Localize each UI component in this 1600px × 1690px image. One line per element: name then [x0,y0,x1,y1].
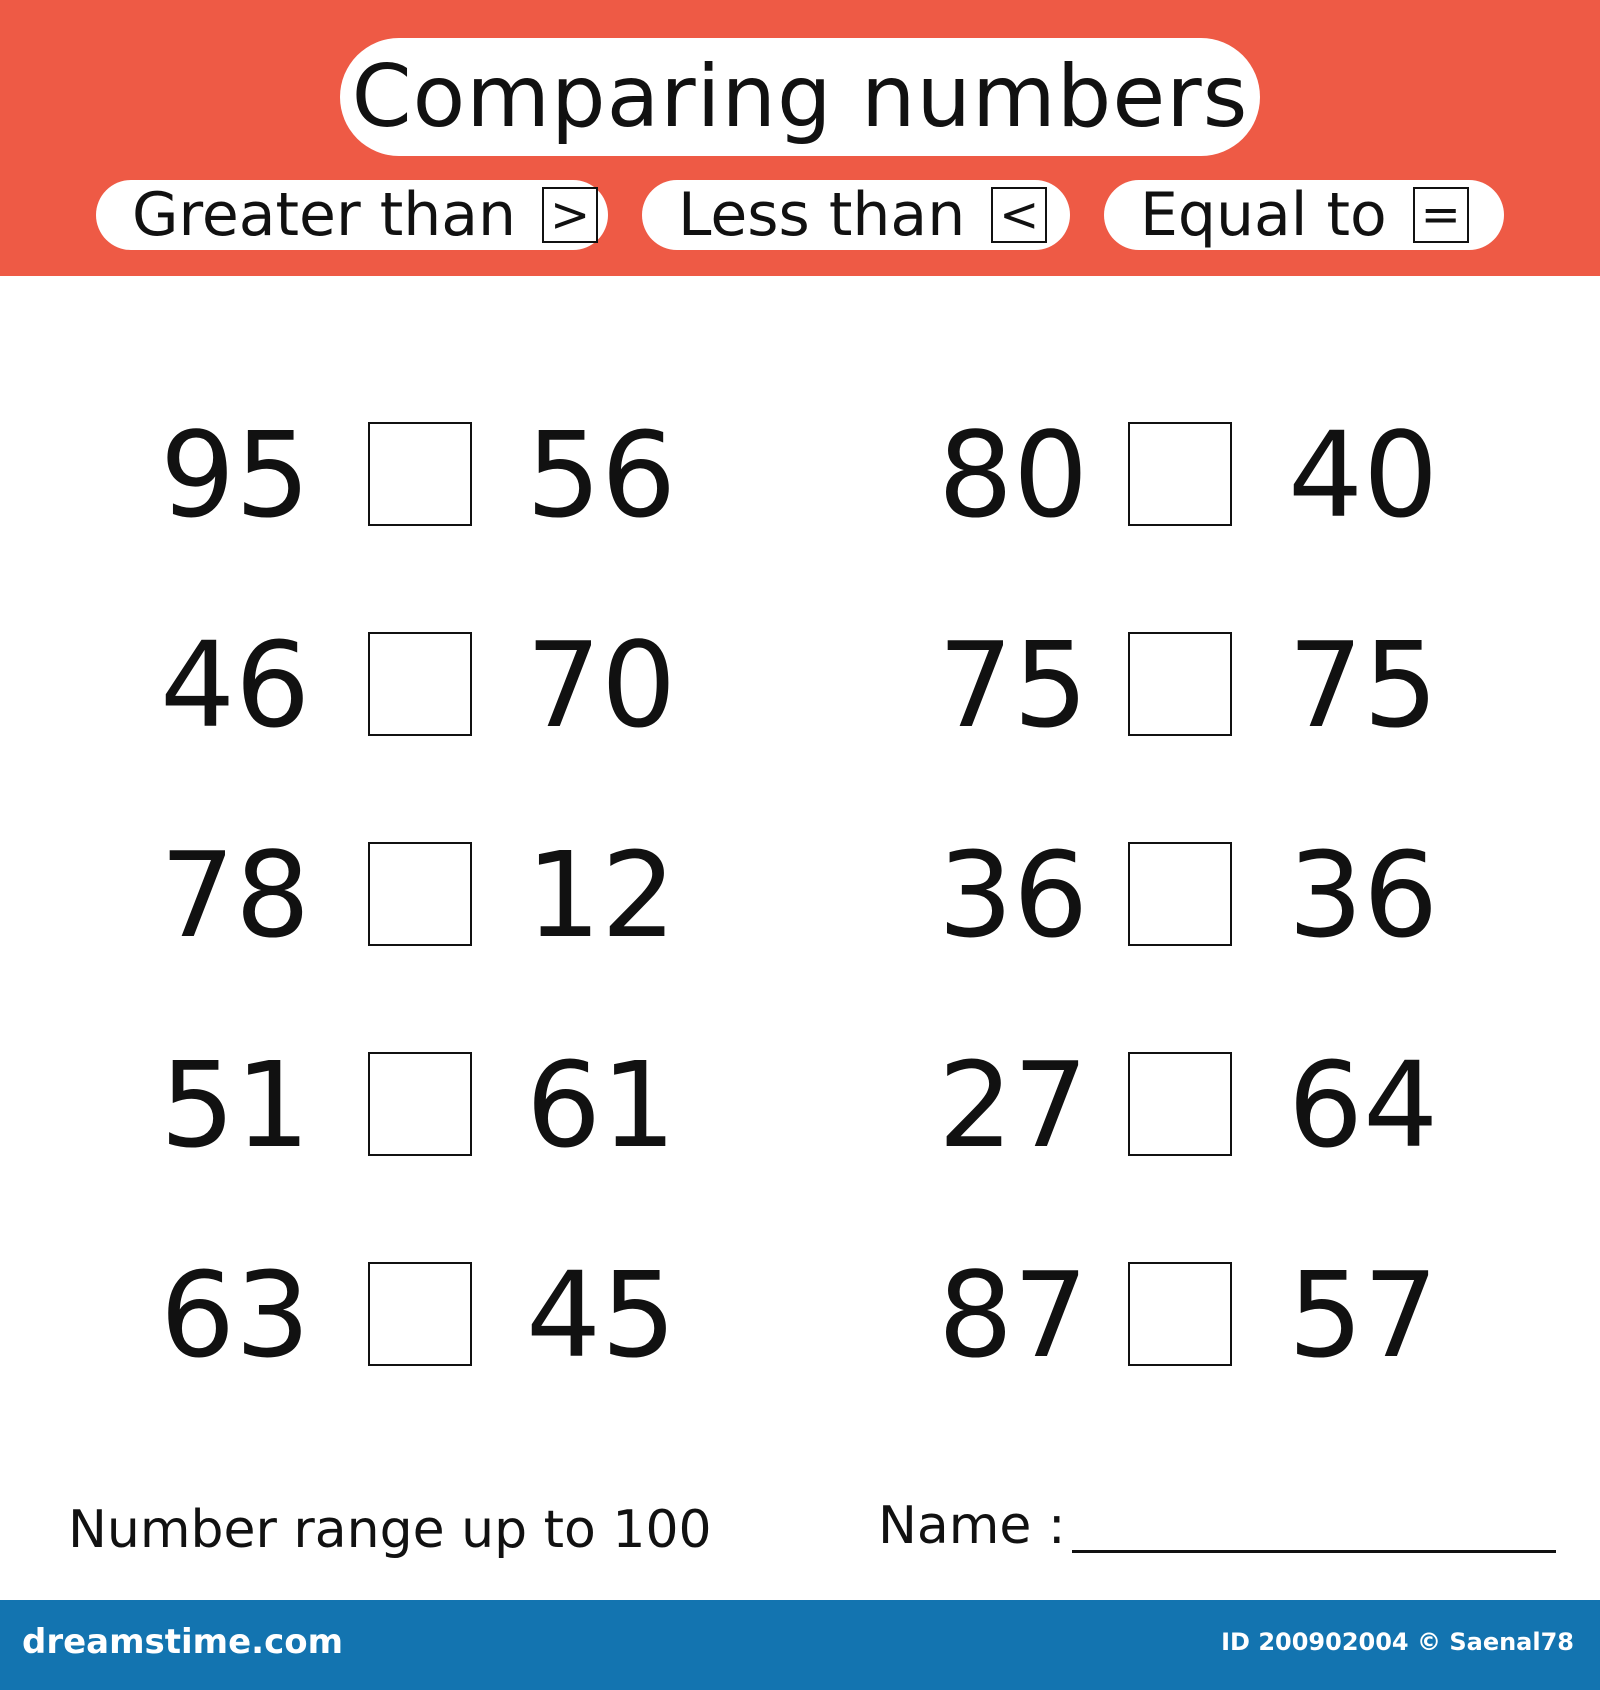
number-range-label: Number range up to 100 [68,1500,712,1560]
left-number: 87 [938,1246,1089,1384]
right-number: 40 [1288,406,1439,544]
left-number: 51 [160,1036,311,1174]
watermark-brand: dreamstime.com [22,1622,344,1662]
left-number: 46 [160,616,311,754]
equal-to-symbol: = [1413,187,1469,243]
left-number: 78 [160,826,311,964]
answer-box[interactable] [1128,1052,1232,1156]
answer-box[interactable] [1128,422,1232,526]
greater-than-symbol: > [542,187,598,243]
answer-box[interactable] [1128,1262,1232,1366]
answer-box[interactable] [368,422,472,526]
right-number: 45 [526,1246,677,1384]
less-than-symbol: < [991,187,1047,243]
name-input-line[interactable] [1072,1550,1556,1553]
right-number: 64 [1288,1036,1439,1174]
left-number: 80 [938,406,1089,544]
answer-box[interactable] [1128,842,1232,946]
right-number: 57 [1288,1246,1439,1384]
right-number: 61 [526,1036,677,1174]
watermark-bar [0,1600,1600,1690]
answer-box[interactable] [368,632,472,736]
left-number: 27 [938,1036,1089,1174]
left-number: 36 [938,826,1089,964]
title-pill [340,38,1260,156]
legend-greater-than [96,180,608,250]
right-number: 36 [1288,826,1439,964]
right-number: 75 [1288,616,1439,754]
answer-box[interactable] [368,1052,472,1156]
legend-less-than [642,180,1070,250]
name-label: Name : [878,1496,1066,1556]
left-number: 75 [938,616,1089,754]
answer-box[interactable] [368,842,472,946]
legend-label: Equal to [1140,180,1387,250]
watermark-credit: ID 200902004 © Saenal78 [1221,1628,1574,1656]
left-number: 95 [160,406,311,544]
worksheet-title: Comparing numbers [351,47,1249,147]
right-number: 56 [526,406,677,544]
legend-label: Greater than [132,180,517,250]
worksheet-header [0,0,1600,276]
answer-box[interactable] [368,1262,472,1366]
right-number: 70 [526,616,677,754]
legend-equal-to [1104,180,1504,250]
answer-box[interactable] [1128,632,1232,736]
right-number: 12 [526,826,677,964]
left-number: 63 [160,1246,311,1384]
legend-label: Less than [678,180,966,250]
